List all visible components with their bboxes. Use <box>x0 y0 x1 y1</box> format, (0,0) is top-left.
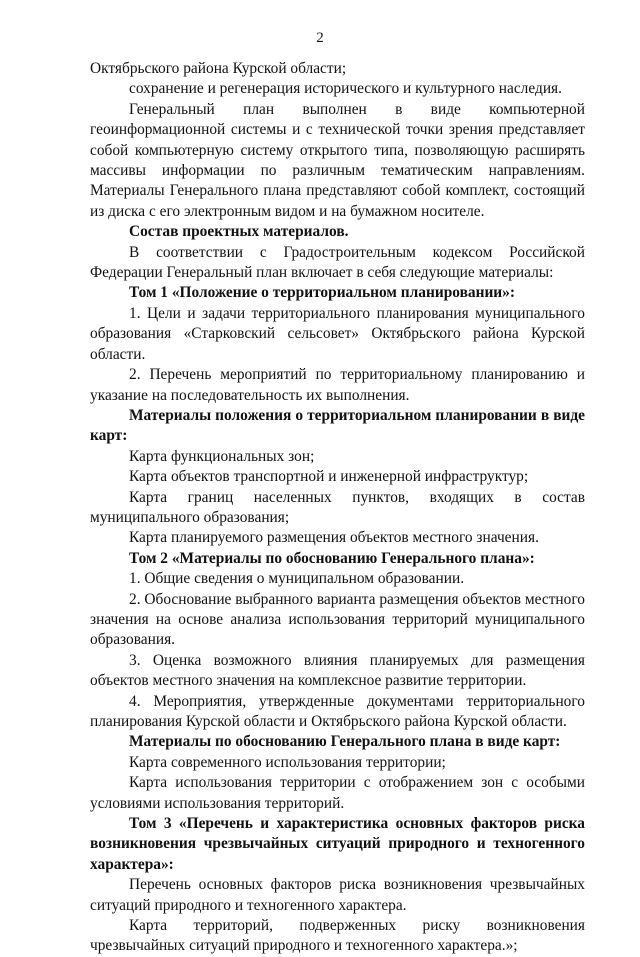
heading-volume-1-maps: Материалы положения о территориальном планировании в виде карт: <box>90 406 585 445</box>
heading-volume-1: Том 1 «Положение о территориальном планировании»: <box>129 284 515 302</box>
map-item-local-objects: Карта планируемого размещения объектов местного значения. <box>129 529 539 547</box>
map-item-risk-territories: Карта территорий, подверженных риску возникновения чрезвычайных ситуаций природного и техногенного характера.»; <box>90 917 585 955</box>
list-item-approved-measures: 4. Мероприятия, утвержденные документами территориального планирования Курской области и Октябрьского района Курской области. <box>90 692 585 730</box>
document-body <box>90 59 585 957</box>
map-item-infrastructure: Карта объектов транспортной и инженерной инфраструктур; <box>129 468 529 486</box>
list-item-impact-assessment: 3. Оценка возможного влияния планируемых для размещения объектов местного значения на комплексное развитие территории. <box>90 651 585 690</box>
list-item-risk-factors: Перечень основных факторов риска возникновения чрезвычайных ситуаций природного и техногенного характера. <box>90 876 585 914</box>
heading-volume-2-maps: Материалы по обоснованию Генерального плана в виде карт: <box>129 733 561 751</box>
map-item-special-zones: Карта использования территории с отображением зон с особыми условиями использования территорий. <box>90 774 585 812</box>
heading-volume-2: Том 2 «Материалы по обоснованию Генерального плана»: <box>129 549 535 567</box>
list-item-goals: 1. Цели и задачи территориального планирования муниципального образования «Старковский сельсовет» Октябрьского района Курской области. <box>90 304 585 363</box>
paragraph-heritage: сохранение и регенерация исторического и культурного наследия. <box>129 80 562 98</box>
list-item-measures: 2. Перечень мероприятий по территориальному планированию и указание на последовательность их выполнения. <box>90 366 585 404</box>
heading-project-materials: Состав проектных материалов. <box>129 223 349 241</box>
map-item-functional-zones: Карта функциональных зон; <box>129 447 315 465</box>
heading-volume-3: Том 3 «Перечень и характеристика основных факторов риска возникновения чрезвычайных ситуаций природного и техногенного характера»: <box>90 815 585 873</box>
list-item-placement-rationale: 2. Обоснование выбранного варианта размещения объектов местного значения на основе анализа использования территорий муниципального образования. <box>90 590 585 649</box>
paragraph-code-reference: В соответствии с Градостроительным кодексом Российской Федерации Генеральный план включает в себя следующие материалы: <box>90 243 585 282</box>
map-item-settlement-borders: Карта границ населенных пунктов, входящих в состав муниципального образования; <box>90 488 585 526</box>
list-item-general-info: 1. Общие сведения о муниципальном образовании. <box>129 570 465 588</box>
paragraph-region-continuation: Октябрьского района Курской области; <box>90 60 347 77</box>
page-number: 2 <box>316 30 324 46</box>
map-item-current-use: Карта современного использования территории; <box>129 753 446 771</box>
paragraph-gis-description: Генеральный план выполнен в виде компьютерной геоинформационной системы и с технической точки зрения представляет собой компьютерную систему открытого типа, позволяющую расширять массивы информации по различным тематическим направлениям. Материалы Генерального плана представляют собой комплект, состоящий из диска с его электронным видом и на бумажном носителе. <box>90 100 585 220</box>
